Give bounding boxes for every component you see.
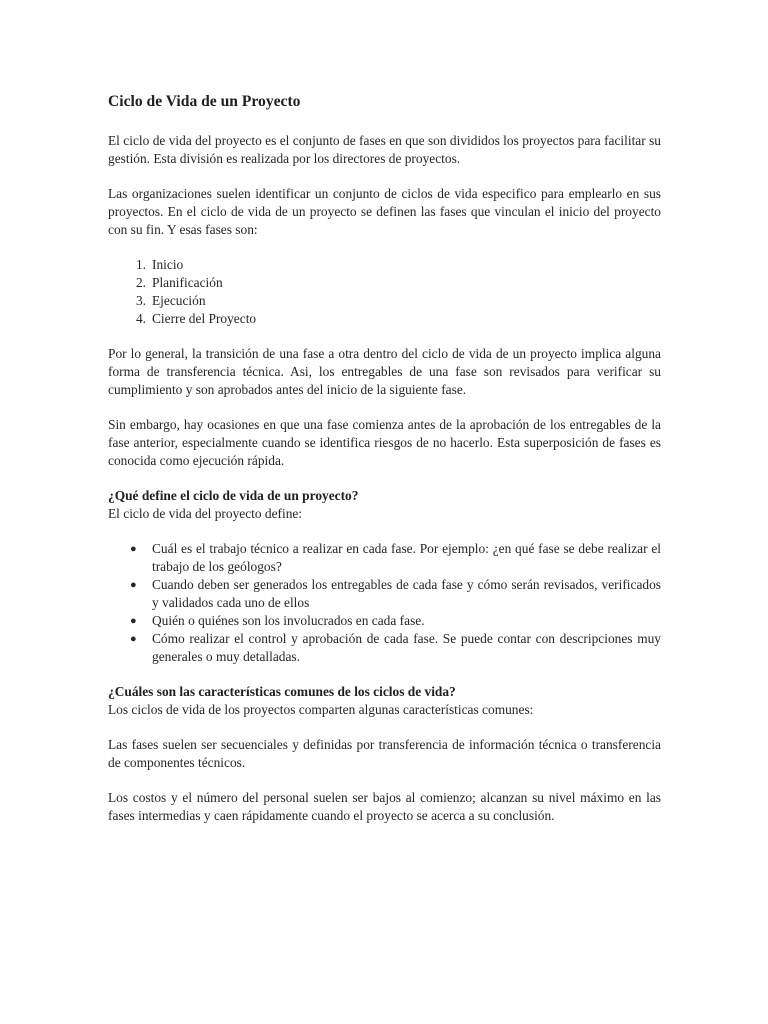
phases-list (108, 256, 661, 328)
list-item (108, 540, 661, 576)
list-item (108, 292, 661, 310)
bullet-icon: ● (130, 579, 137, 591)
middle-paragraph-1: Por lo general, la transición de una fase a otra dentro del ciclo de vida de un proyecto implica alguna forma de transferencia técnica. Asi, los entregables de una fase son revisados para verificar su cumplimiento y son aprobados antes del inicio de la siguiente fase. (108, 346, 661, 397)
phase-label: Planificación (152, 275, 223, 290)
intro-paragraph-1: El ciclo de vida del proyecto es el conjunto de fases en que son divididos los proyectos para facilitar su gestión. Esta división es realizada por los directores de proyectos. (108, 133, 661, 166)
section-heading-define: ¿Qué define el ciclo de vida de un proyecto? (108, 488, 359, 503)
section-lead-define: El ciclo de vida del proyecto define: (108, 506, 303, 521)
phase-label: Inicio (152, 257, 184, 272)
document-page (108, 92, 661, 842)
bullet-text: Cómo realizar el control y aprobación de cada fase. Se puede contar con descripciones muy generales o muy detalladas. (152, 631, 661, 664)
phase-label: Ejecución (152, 293, 206, 308)
phase-label: Cierre del Proyecto (152, 311, 257, 326)
list-item (108, 256, 661, 274)
middle-paragraph-2: Sin embargo, hay ocasiones en que una fase comienza antes de la aprobación de los entregables de la fase anterior, especialmente cuando se identifica riesgos de no hacerlo. Esta superposición de fases es conocida como ejecución rápida. (108, 417, 661, 468)
definition-bullet-list (108, 540, 661, 666)
characteristics-paragraph-2: Los costos y el número del personal suelen ser bajos al comienzo; alcanzan su nivel máximo en las fases intermedias y caen rápidamente cuando el proyecto se acerca a su conclusión. (108, 790, 661, 823)
section-lead-characteristics: Los ciclos de vida de los proyectos comparten algunas características comunes: (108, 702, 534, 717)
characteristics-paragraph-1: Las fases suelen ser secuenciales y definidas por transferencia de información técnica o transferencia de componentes técnicos. (108, 737, 661, 770)
list-item (108, 310, 661, 328)
document-title: Ciclo de Vida de un Proyecto (108, 93, 301, 110)
list-number: 1. (135, 257, 146, 272)
bullet-icon: ● (130, 633, 137, 645)
bullet-text: Quién o quiénes son los involucrados en cada fase. (152, 613, 425, 628)
intro-paragraph-2: Las organizaciones suelen identificar un conjunto de ciclos de vida especifico para emplearlo en sus proyectos. En el ciclo de vida de un proyecto se definen las fases que vinculan el inicio del proyecto con su fin. Y esas fases son: (108, 186, 661, 237)
list-item (108, 576, 661, 612)
list-item (108, 274, 661, 292)
list-item (108, 630, 661, 666)
list-item (108, 612, 661, 630)
bullet-icon: ● (130, 615, 137, 627)
list-number: 3. (135, 293, 146, 308)
bullet-text: Cuál es el trabajo técnico a realizar en cada fase. Por ejemplo: ¿en qué fase se debe realizar el trabajo de los geólogos? (152, 541, 661, 574)
list-number: 4. (135, 311, 146, 326)
bullet-text: Cuando deben ser generados los entregables de cada fase y cómo serán revisados, verificados y validados cada uno de ellos (152, 577, 661, 610)
bullet-icon: ● (130, 543, 137, 555)
list-number: 2. (135, 275, 146, 290)
section-heading-characteristics: ¿Cuáles son las características comunes de los ciclos de vida? (108, 684, 456, 699)
